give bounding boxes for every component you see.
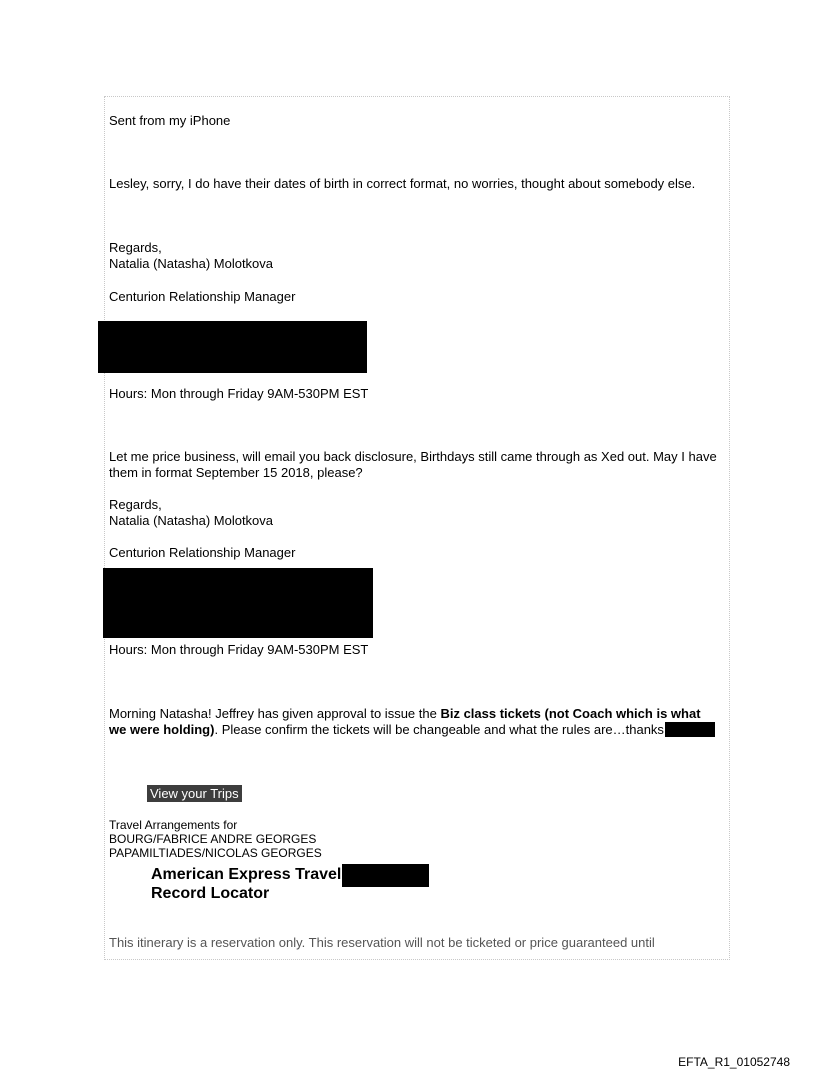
traveler-name: BOURG/FABRICE ANDRE GEORGES: [109, 832, 317, 846]
redaction-block: [342, 864, 429, 887]
signature-title: Centurion Relationship Manager: [109, 289, 296, 304]
signature-hours: Hours: Mon through Friday 9AM-530PM EST: [109, 642, 369, 657]
document-id: EFTA_R1_01052748: [678, 1055, 790, 1069]
traveler-name: PAPAMILTIADES/NICOLAS GEORGES: [109, 846, 322, 860]
travel-arrangements-label: Travel Arrangements for: [109, 818, 238, 832]
message-3-text: Morning Natasha! Jeffrey has given approval to issue the: [109, 706, 441, 721]
message-3-body: [109, 706, 721, 738]
view-your-trips-button[interactable]: View your Trips: [147, 785, 242, 802]
itinerary-notice: This itinerary is a reservation only. This reservation will not be ticketed or price guaranteed until: [109, 935, 655, 950]
sent-from-line: Sent from my iPhone: [109, 113, 231, 128]
signature-title: Centurion Relationship Manager: [109, 545, 296, 560]
signature-regards: Regards,: [109, 240, 162, 255]
signature-name: Natalia (Natasha) Molotkova: [109, 256, 274, 271]
record-locator-heading: Record Locator: [151, 885, 270, 902]
message-3-bold-text: Biz class tickets (not Coach which is what we were holding): [109, 706, 701, 737]
signature-regards: Regards,: [109, 497, 162, 512]
redaction-block: [103, 568, 373, 638]
signature-name: Natalia (Natasha) Molotkova: [109, 513, 274, 528]
redaction-block: [98, 321, 367, 373]
amex-travel-heading: American Express Travel: [151, 866, 342, 883]
redaction-block: [665, 722, 715, 737]
signature-hours: Hours: Mon through Friday 9AM-530PM EST: [109, 386, 369, 401]
message-3-text: . Please confirm the tickets will be changeable and what the rules are…thanks: [214, 722, 664, 737]
message-2-body: Let me price business, will email you back disclosure, Birthdays still came through as Xed out. May I have them in format September 15 2018, please?: [109, 449, 717, 480]
message-1-body: Lesley, sorry, I do have their dates of birth in correct format, no worries, thought about somebody else.: [109, 176, 696, 191]
